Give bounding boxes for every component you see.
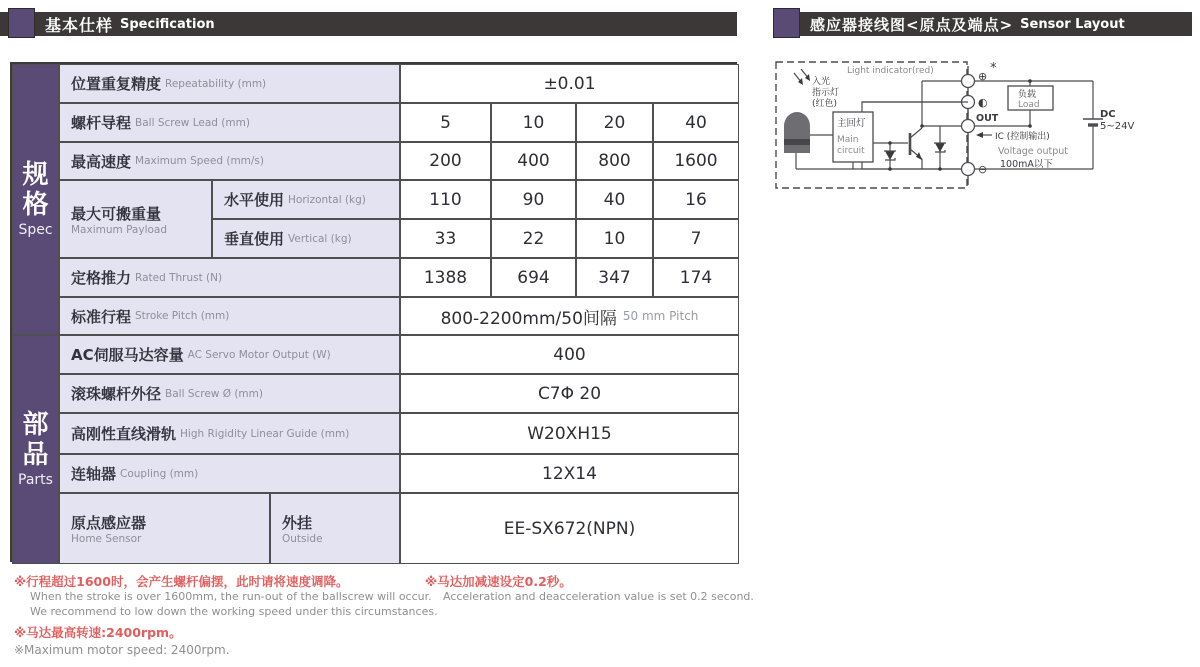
home-sensor-mount-en: Outside — [282, 533, 323, 545]
home-sensor-en: Home Sensor — [71, 533, 142, 545]
sidebar-parts-en: Parts — [18, 471, 53, 488]
payload-vertical-en: Vertical (kg) — [288, 232, 352, 245]
guide-value: W20XH15 — [400, 413, 739, 454]
servo-value: 400 — [400, 335, 739, 374]
note-motor-speed-en: ※Maximum motor speed: 2400rpm. — [14, 643, 230, 657]
row-payload-horizontal-label — [212, 180, 400, 219]
home-sensor-value: EE-SX672(NPN) — [400, 493, 739, 564]
servo-en: AC Servo Motor Output (W) — [187, 348, 331, 361]
sidebar-parts-cn: 部品 — [22, 410, 49, 470]
voltage-output-label: Voltage output — [998, 146, 1068, 157]
speed-value-2: 400 — [491, 142, 576, 180]
led-label-cn2: 指示灯 — [812, 88, 840, 98]
sensor-section-header — [773, 12, 1192, 36]
speed-value-1: 200 — [400, 142, 491, 180]
speed-cn: 最高速度 — [71, 152, 132, 171]
payload-cn: 最大可搬重量 — [71, 204, 162, 223]
row-lead-label — [59, 103, 400, 142]
lead-cn: 螺杆导程 — [71, 114, 132, 132]
terminal-light-symbol: ◐ — [978, 96, 988, 109]
led-label-cn1: 入光 — [812, 77, 831, 87]
ic-output-label: IC (控制输出) — [995, 132, 1050, 142]
terminals — [862, 75, 975, 176]
row-repeatability-label — [59, 64, 400, 103]
terminal-plus-symbol: ⊕ — [978, 70, 988, 83]
thrust-en: Rated Thrust (N) — [135, 271, 223, 284]
payload-h-value-1: 110 — [400, 180, 491, 219]
row-payload-vertical-label — [212, 219, 400, 258]
servo-cn: AC伺服马达容量 — [71, 346, 184, 364]
note-motor-speed-cn: ※马达最高转速:2400rpm。 — [14, 625, 182, 640]
thrust-cn: 定格推力 — [71, 269, 132, 287]
inner-circuit-frame — [862, 102, 968, 169]
sensor-header-accent-square — [773, 8, 800, 38]
payload-h-value-2: 90 — [491, 180, 576, 219]
payload-v-value-3: 10 — [576, 219, 653, 258]
main-circuit-cn: 主回灯 — [837, 118, 866, 129]
load-label-cn: 负载 — [1018, 90, 1037, 100]
payload-horizontal-en: Horizontal (kg) — [288, 193, 366, 206]
home-sensor-cn: 原点感应器 — [71, 514, 147, 532]
spec-header-title-en: Specification — [120, 16, 215, 32]
terminal-plus-star: * — [990, 61, 997, 76]
coupling-en: Coupling (mm) — [120, 467, 199, 480]
row-guide-label — [59, 413, 400, 454]
light-entry-arrows — [794, 69, 810, 85]
sidebar-parts — [12, 335, 59, 564]
sensor-wiring-diagram — [770, 55, 1200, 195]
dc-voltage-label: 5~24V — [1100, 121, 1135, 132]
row-thrust-label — [59, 258, 400, 297]
repeatability-value: ±0.01 — [400, 64, 739, 103]
transistor — [910, 128, 922, 169]
ballscrew-cn: 滚珠螺杆外径 — [71, 385, 162, 403]
spec-header-accent-square — [8, 8, 35, 38]
ic-output-arrow — [976, 132, 992, 138]
terminal-minus-symbol: ⊖ — [978, 163, 988, 176]
zener-diode-1 — [884, 151, 896, 160]
spec-section-header — [0, 12, 737, 36]
row-ballscrew-label — [59, 374, 400, 413]
row-coupling-label — [59, 454, 400, 493]
note-stroke-cn: ※行程超过1600时，会产生螺杆偏摆，此时请将速度调降。 — [14, 574, 349, 589]
repeatability-en: Repeatability (mm) — [165, 77, 267, 90]
sidebar-spec-cn: 规格 — [22, 160, 49, 220]
thrust-value-1: 1388 — [400, 258, 491, 297]
note-stroke-en2: We recommend to low down the working speed under this circumstances. — [30, 605, 438, 618]
thrust-value-4: 174 — [653, 258, 739, 297]
row-stroke-label — [59, 297, 400, 335]
ballscrew-value: C7Φ 20 — [400, 374, 739, 413]
specification-table — [10, 62, 737, 562]
main-circuit-en2: circuit — [837, 146, 865, 156]
row-home-sensor-label — [59, 493, 270, 564]
main-circuit-en1: Main — [837, 135, 859, 145]
payload-h-value-3: 40 — [576, 180, 653, 219]
home-sensor-mount-cn: 外挂 — [282, 514, 313, 532]
lead-value-1: 5 — [400, 103, 491, 142]
zener-diode-2 — [934, 143, 946, 152]
ballscrew-en: Ball Screw Ø (mm) — [165, 387, 263, 400]
lead-value-4: 40 — [653, 103, 739, 142]
row-payload-label — [59, 180, 212, 258]
row-speed-label — [59, 142, 400, 180]
stroke-cn: 标准行程 — [71, 307, 132, 326]
light-indicator-label: Light indicator(red) — [847, 66, 934, 76]
payload-v-value-2: 22 — [491, 219, 576, 258]
speed-value-3: 800 — [576, 142, 653, 180]
sensor-header-title-en: Sensor Layout — [1020, 16, 1125, 32]
payload-h-value-4: 16 — [653, 180, 739, 219]
guide-cn: 高刚性直线滑轨 — [71, 425, 177, 443]
note-stroke-en1: When the stroke is over 1600mm, the run-out of the ballscrew will occur. — [30, 590, 432, 603]
dc-label: DC — [1100, 109, 1116, 120]
terminal-out-label: OUT — [976, 113, 999, 124]
note-accel-cn: ※马达加减速设定0.2秒。 — [425, 574, 572, 589]
coupling-cn: 连轴器 — [71, 465, 117, 483]
sidebar-spec — [12, 64, 59, 335]
sidebar-spec-en: Spec — [18, 221, 53, 238]
spec-header-title-cn: 基本仕样 — [45, 15, 114, 35]
lead-value-3: 20 — [576, 103, 653, 142]
payload-en: Maximum Payload — [71, 223, 168, 236]
lead-en: Ball Screw Lead (mm) — [135, 116, 250, 129]
stroke-en: Stroke Pitch (mm) — [135, 310, 230, 322]
speed-en: Maximum Speed (mm/s) — [135, 155, 264, 167]
stroke-value-sub: 50 mm Pitch — [622, 309, 699, 323]
repeatability-cn: 位置重复精度 — [71, 75, 162, 93]
row-servo-label — [59, 335, 400, 374]
coupling-value: 12X14 — [400, 454, 739, 493]
lead-value-2: 10 — [491, 103, 576, 142]
stroke-value: 800-2200mm/50间隔 50 mm Pitch — [400, 297, 739, 335]
led-label-cn3: (红色) — [812, 99, 838, 109]
current-limit-label: 100mA以下 — [1000, 159, 1053, 170]
thrust-value-2: 694 — [491, 258, 576, 297]
note-accel-en: Acceleration and deacceleration value is set 0.2 second. — [443, 590, 754, 603]
payload-horizontal-cn: 水平使用 — [224, 191, 285, 209]
load-label-en: Load — [1018, 100, 1040, 110]
led-indicator — [784, 112, 810, 153]
thrust-value-3: 347 — [576, 258, 653, 297]
payload-v-value-1: 33 — [400, 219, 491, 258]
payload-vertical-cn: 垂直使用 — [224, 230, 285, 248]
payload-v-value-4: 7 — [653, 219, 739, 258]
home-sensor-mount-label — [270, 493, 400, 564]
guide-en: High Rigidity Linear Guide (mm) — [180, 427, 350, 440]
speed-value-4: 1600 — [653, 142, 739, 180]
sensor-header-title-cn: 感应器接线图<原点及端点> — [810, 15, 1014, 34]
